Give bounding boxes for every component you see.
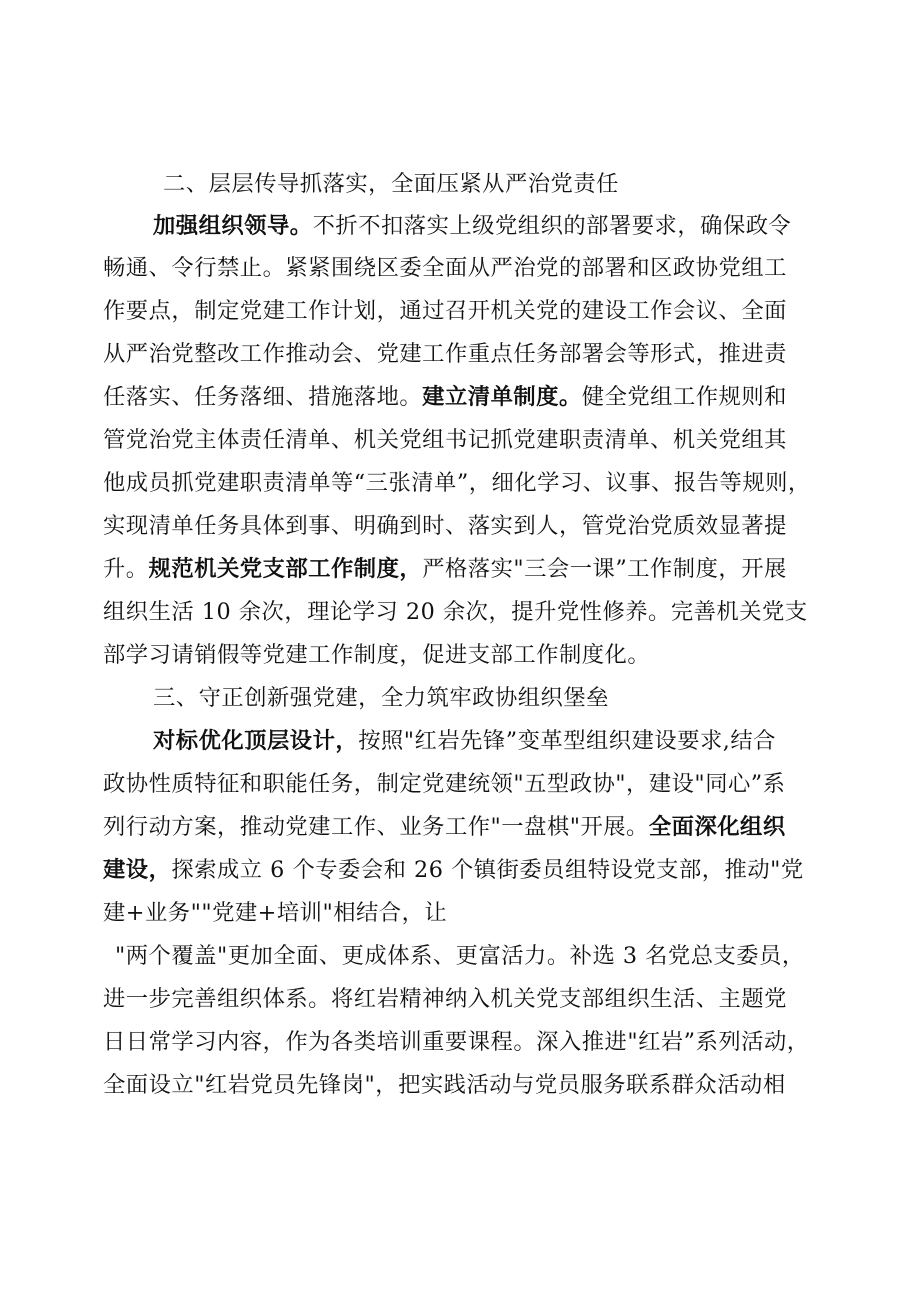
paragraph-line [103,812,786,842]
paragraph-line: 管党治党主体责任清单、机关党组书记抓党建职责清单、机关党组其 [103,427,787,453]
paragraph-line: 他成员抓党建职责清单等“三张清单”，细化学习、议事、报告等规则， [103,470,811,496]
paragraph-line: 日日常学习内容，作为各类培训重要课程。深入推进"红岩”系列活动， [103,1029,810,1055]
text-run: 健全党组工作规则和 [581,384,787,410]
paragraph-line: 建+业务""党建+培训"相结合，让 [103,900,448,926]
bold-lead-branch-rules: 规范机关党支部工作制度， [148,556,423,582]
paragraph-line: 组织生活 10 余次，理论学习 20 余次，提升党性修养。完善机关党支 [103,599,808,625]
bold-lead-org-building-cont: 建设， [103,857,172,883]
paragraph-line [103,554,787,584]
text-run: 任落实、任务落细、措施落地。 [103,384,423,410]
paragraph-line [103,382,787,412]
paragraph-line: 实现清单任务具体到事、明确到时、落实到人，管党治党质效显著提 [103,513,787,539]
bold-lead-org-building: 全面深化组织 [648,814,786,840]
text-run: 列行动方案，推动党建工作、业务工作"一盘棋"开展。 [103,814,649,840]
text-run: 探索成立 6 个专委会和 26 个镇街委员组特设党支部，推动"党 [171,857,804,883]
paragraph-line: 部学习请销假等党建工作制度，促进支部工作制度化。 [103,642,651,668]
paragraph-line: 政协性质特征和职能任务，制定党建统领"五型政协"，建设"同心”系 [103,771,786,797]
paragraph-line [153,211,791,241]
section-heading-3: 三、守正创新强党建，全力筑牢政协组织堡垒 [153,685,609,711]
paragraph-line: 进一步完善组织体系。将红岩精神纳入机关党支部组织生活、主题党 [103,986,787,1012]
text-run: 按照"红岩先锋”变革型组织建设要求,结合 [358,728,776,754]
text-run: 严格落实"三会一课”工作制度，开展 [422,556,787,582]
text-run: 升。 [103,556,149,582]
text-run: 不折不扣落实上级党组织的部署要求，确保政令 [312,213,792,239]
bold-lead-list-system: 建立清单制度。 [422,384,582,410]
paragraph-line [103,855,804,885]
bold-lead-top-design: 对标优化顶层设计， [153,728,359,754]
paragraph-line: 作要点，制定党建工作计划，通过召开机关党的建设工作会议、全面 [103,298,787,324]
paragraph-line: 从严治党整改工作推动会、党建工作重点任务部署会等形式，推进责 [103,341,787,367]
section-heading-2: 二、层层传导抓落实，全面压紧从严治党责任 [163,171,619,197]
paragraph-line: 畅通、令行禁止。紧紧围绕区委全面从严治党的部署和区政协党组工 [103,255,787,281]
paragraph-line: "两个覆盖"更加全面、更成体系、更富活力。补选 3 名党总支委员， [115,943,805,969]
bold-lead-strengthen-leadership: 加强组织领导。 [153,213,313,239]
paragraph-line [153,726,776,756]
paragraph-line: 全面设立"红岩党员先锋岗"，把实践活动与党员服务联系群众活动相 [103,1072,786,1098]
